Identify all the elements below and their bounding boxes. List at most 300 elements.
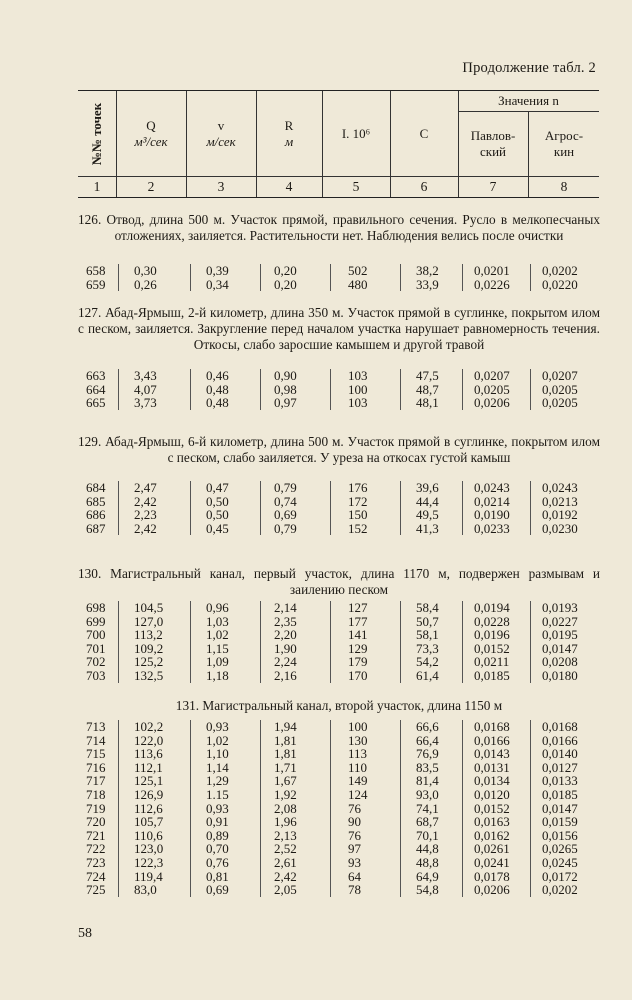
header-r-label: R [284,118,294,133]
table-cell: 112,6 [134,800,163,816]
table-row [78,802,600,816]
table-cell: 0,0227 [542,613,578,629]
table-cell: 703 [86,667,106,683]
table-cell: 110,6 [134,827,163,843]
table-cell: 127 [348,600,368,615]
section-129-caption: 129. Абад-Ярмыш, 6-й километр, длина 500 м. Участок прямой в суглинке, покрытом илом с песком, слабо заиляется. У уреза на откосах густой камыш [78,434,600,465]
table-cell: 0,0205 [542,395,578,411]
table-cell: 0,50 [206,493,229,509]
table-row [78,278,600,292]
header-n-pavlovsky [458,111,529,177]
column-separator [462,601,463,683]
table-cell: 1,90 [274,640,297,656]
table-cell: 2,14 [274,600,297,615]
table-cell: 0,0178 [474,868,510,884]
column-separator [260,481,261,535]
table-row [78,508,600,522]
table-cell: 73,3 [416,640,439,656]
table-cell: 0,48 [206,395,229,411]
table-cell: 176 [348,480,368,495]
table-cell: 0,0230 [542,520,578,536]
table-cell: 113,6 [134,746,163,762]
table-cell: 127,0 [134,613,164,629]
table-cell: 4,07 [134,381,157,397]
table-cell: 0,79 [274,480,297,495]
table-cell: 0,50 [206,507,229,523]
table-cell: 2,47 [134,480,157,495]
table-cell: 0,0166 [542,732,578,748]
section-131-caption: 131. Магистральный канал, второй участок, длина 1150 м [175,698,503,713]
header-q-label: Q [146,118,156,133]
table-cell: 0,0147 [542,800,578,816]
table-row [78,628,600,642]
column-separator [530,601,531,683]
table-cell: 0,34 [206,276,229,292]
table-cell: 1,67 [274,773,297,789]
table-cell: 0,81 [206,868,229,884]
table-cell: 0,93 [206,800,229,816]
column-separator [260,601,261,683]
header-num-5: 5 [322,176,390,197]
table-cell: 0,0185 [542,786,578,802]
column-separator [118,264,119,291]
table-cell: 112,1 [134,759,163,775]
table-cell: 0,0127 [542,759,578,775]
table-cell: 720 [86,814,106,830]
table-cell: 93,0 [416,786,439,802]
table-cell: 64 [348,868,361,884]
table-cell: 0,0168 [542,719,578,734]
table-cell: 702 [86,654,106,670]
table-cell: 0,69 [206,882,229,898]
table-cell: 0,98 [274,381,297,397]
table-cell: 0,0152 [474,640,510,656]
table-cell: 0,0147 [542,640,578,656]
table-row [78,642,600,656]
table-cell: 61,4 [416,667,439,683]
section-131-rows [78,720,600,897]
table-cell: 721 [86,827,106,843]
table-cell: 723 [86,854,106,870]
table-cell: 70,1 [416,827,439,843]
table-row [78,883,600,897]
table-row [78,815,600,829]
table-cell: 0,97 [274,395,297,411]
table-cell: 76 [348,800,361,816]
table-cell: 3,73 [134,395,157,411]
table-cell: 97 [348,841,361,857]
table-cell: 0,0208 [542,654,578,670]
table-cell: 0,0134 [474,773,510,789]
table-cell: 54,2 [416,654,439,670]
table-cell: 104,5 [134,600,164,615]
header-col-q [116,91,187,197]
table-cell: 1,29 [206,773,229,789]
table-cell: 102,2 [134,719,164,734]
table-cell: 0,0213 [542,493,578,509]
table-cell: 0,0206 [474,882,510,898]
table-cell: 663 [86,368,106,383]
table-cell: 717 [86,773,106,789]
table-cell: 0,0205 [474,381,510,397]
table-cell: 0,0143 [474,746,510,762]
table-row [78,481,600,495]
header-v-label: v [217,118,225,133]
table-cell: 48,1 [416,395,439,411]
table-cell: 0,0168 [474,719,510,734]
table-cell: 0,0120 [474,786,510,802]
table-cell: 41,3 [416,520,439,536]
table-cell: 0,46 [206,368,229,383]
table-cell: 0,0133 [542,773,578,789]
table-cell: 100 [348,719,368,734]
table-cell: 718 [86,786,106,802]
table-cell: 0,0163 [474,814,510,830]
table-cell: 2,61 [274,854,297,870]
header-num-6: 6 [390,176,458,197]
header-col-points [78,91,117,197]
table-cell: 0,89 [206,827,229,843]
table-row [78,601,600,615]
table-cell: 141 [348,627,368,643]
table-cell: 150 [348,507,368,523]
table-cell: 0,20 [274,276,297,292]
table-cell: 49,5 [416,507,439,523]
column-separator [462,264,463,291]
table-cell: 1,18 [206,667,229,683]
table-cell: 0,0207 [542,368,578,383]
table-cell: 83,0 [134,882,157,898]
column-separator [190,481,191,535]
table-cell: 0,48 [206,381,229,397]
table-cell: 3,43 [134,368,157,383]
section-130-caption: 130. Магистральный канал, первый участок, длина 1170 м, подвержен размывам и заилению песком [78,566,600,597]
table-cell: 2,35 [274,613,297,629]
column-separator [462,481,463,535]
table-cell: 0,79 [274,520,297,536]
table-row [78,829,600,843]
table-cell: 44,8 [416,841,439,857]
column-separator [118,720,119,897]
table-cell: 76,9 [416,746,439,762]
table-cell: 0,30 [134,263,157,278]
table-row [78,495,600,509]
table-cell: 724 [86,868,106,884]
table-cell: 0,0156 [542,827,578,843]
table-cell: 0,0140 [542,746,578,762]
table-cell: 2,42 [274,868,297,884]
table-cell: 83,5 [416,759,439,775]
table-cell: 125,1 [134,773,164,789]
column-separator [530,369,531,410]
header-n-agr-line1: Агрос- [544,128,584,143]
section-127-rows [78,369,600,410]
table-cell: 1,03 [206,613,229,629]
header-n-agroskin [529,111,599,177]
table-cell: 132,5 [134,667,164,683]
header-n-agr-line2: кин [553,144,575,159]
column-separator [260,720,261,897]
table-cell: 149 [348,773,368,789]
table-cell: 0,0194 [474,600,510,615]
table-cell: 0,0243 [542,480,578,495]
table-cell: 64,9 [416,868,439,884]
table-cell: 700 [86,627,106,643]
table-cell: 50,7 [416,613,439,629]
table-cell: 152 [348,520,368,536]
table-cell: 0,0192 [542,507,578,523]
table-cell: 2,20 [274,627,297,643]
table-cell: 74,1 [416,800,439,816]
table-cell: 0,0233 [474,520,510,536]
table-cell: 122,3 [134,854,164,870]
table-cell: 0,0166 [474,732,510,748]
header-num-2: 2 [116,176,186,197]
table-cell: 685 [86,493,106,509]
table-cell: 0,0131 [474,759,510,775]
table-cell: 502 [348,263,368,278]
table-cell: 699 [86,613,106,629]
table-cell: 1,71 [274,759,297,775]
header-r-unit: м [284,134,294,149]
header-col-c [390,91,459,197]
column-separator [190,601,191,683]
table-cell: 0,0243 [474,480,510,495]
table-cell: 0,45 [206,520,229,536]
table-cell: 0,0206 [474,395,510,411]
table-cell: 1.15 [206,786,229,802]
table-cell: 2,08 [274,800,297,816]
table-cell: 76 [348,827,361,843]
table-row [78,669,600,683]
header-i-label: I. 10⁶ [341,126,371,141]
column-separator [330,369,331,410]
table-cell: 0,0202 [542,263,578,278]
table-cell: 172 [348,493,368,509]
table-row [78,720,600,734]
table-row [78,856,600,870]
table-row [78,788,600,802]
table-cell: 0,0185 [474,667,510,683]
table-cell: 1,81 [274,746,297,762]
table-cell: 715 [86,746,106,762]
table-cell: 719 [86,800,106,816]
header-col-i [322,91,391,197]
table-row [78,264,600,278]
header-v-unit: м/сек [206,134,236,149]
table-cell: 2,13 [274,827,297,843]
section-130-rows [78,601,600,683]
table-cell: 701 [86,640,106,656]
header-c-label: C [419,126,429,141]
table-cell: 48,7 [416,381,439,397]
table-cell: 665 [86,395,106,411]
table-cell: 66,4 [416,732,439,748]
table-cell: 119,4 [134,868,163,884]
table-cell: 1,15 [206,640,229,656]
table-cell: 659 [86,276,106,292]
table-cell: 38,2 [416,263,439,278]
table-cell: 0,69 [274,507,297,523]
table-cell: 58,4 [416,600,439,615]
table-row [78,522,600,536]
table-cell: 0,0162 [474,827,510,843]
column-separator [330,720,331,897]
table-cell: 658 [86,263,106,278]
table-cell: 58,1 [416,627,439,643]
table-cell: 1,94 [274,719,297,734]
table-row [78,761,600,775]
page-number: 58 [78,926,92,941]
table-cell: 0,0226 [474,276,510,292]
table-cell: 105,7 [134,814,164,830]
column-separator [260,264,261,291]
table-cell: 54,8 [416,882,439,898]
table-cell: 100 [348,381,368,397]
table-cell: 0,0202 [542,882,578,898]
table-cell: 0,0190 [474,507,510,523]
table-cell: 0,0265 [542,841,578,857]
table-cell: 1,09 [206,654,229,670]
column-separator [400,369,401,410]
table-cell: 0,0228 [474,613,510,629]
table-cell: 0,0205 [542,381,578,397]
column-separator [118,601,119,683]
table-cell: 81,4 [416,773,439,789]
table-cell: 93 [348,854,361,870]
table-cell: 0,0211 [474,654,510,670]
header-n-pav-line2: ский [480,144,506,159]
header-q-unit: м³/сек [134,134,168,149]
table-cell: 0,90 [274,368,297,383]
column-separator [400,264,401,291]
table-cell: 0,0152 [474,800,510,816]
table-cell: 113 [348,746,368,762]
table-cell: 126,9 [134,786,164,802]
table-cell: 0,0207 [474,368,510,383]
table-cell: 2,42 [134,520,157,536]
table-cell: 124 [348,786,368,802]
table-cell: 0,39 [206,263,229,278]
table-cell: 0,0201 [474,263,510,278]
table-row [78,870,600,884]
header-col-n-group [458,91,599,197]
table-cell: 125,2 [134,654,164,670]
table-cell: 129 [348,640,368,656]
table-cell: 0,0172 [542,868,578,884]
table-cell: 713 [86,719,106,734]
table-row [78,369,600,383]
table-cell: 110 [348,759,368,775]
header-num-3: 3 [186,176,256,197]
table-cell: 0,93 [206,719,229,734]
column-separator [400,601,401,683]
table-cell: 78 [348,882,361,898]
table-cell: 39,6 [416,480,439,495]
column-separator [190,720,191,897]
table-cell: 0,0245 [542,854,578,870]
table-cell: 2,24 [274,654,297,670]
table-cell: 0,0241 [474,854,510,870]
column-separator [400,720,401,897]
table-cell: 68,7 [416,814,439,830]
table-cell: 686 [86,507,106,523]
table-cell: 179 [348,654,368,670]
table-cell: 0,74 [274,493,297,509]
table-cell: 687 [86,520,106,536]
header-n-group-label: Значения n [458,91,599,112]
table-cell: 2,05 [274,882,297,898]
table-row [78,396,600,410]
column-separator [118,481,119,535]
table-cell: 714 [86,732,106,748]
header-num-7: 7 [458,176,529,197]
column-separator [330,601,331,683]
column-separator [400,481,401,535]
table-cell: 2,52 [274,841,297,857]
table-header [78,90,599,198]
section-126-caption: 126. Отвод, длина 500 м. Участок прямой, правильного сечения. Русло в мелкопесчаных отложениях, заиляется. Растительности нет. Наблюдения велись после очистки [78,212,600,243]
table-cell: 1,81 [274,732,297,748]
table-cell: 0,0214 [474,493,510,509]
header-n-pav-line1: Павлов- [470,128,516,143]
table-cell: 698 [86,600,106,615]
table-cell: 0,0193 [542,600,578,615]
table-cell: 0,0196 [474,627,510,643]
column-separator [330,264,331,291]
header-num-4: 4 [256,176,322,197]
table-cell: 0,20 [274,263,297,278]
table-cell: 177 [348,613,368,629]
column-separator [530,720,531,897]
table-cell: 113,2 [134,627,163,643]
table-cell: 66,6 [416,719,439,734]
table-cell: 0,26 [134,276,157,292]
table-cell: 2,16 [274,667,297,683]
column-separator [190,369,191,410]
column-separator [330,481,331,535]
table-cell: 109,2 [134,640,164,656]
table-cell: 170 [348,667,368,683]
table-cell: 130 [348,732,368,748]
column-separator [530,264,531,291]
table-cell: 90 [348,814,361,830]
table-cell: 1,10 [206,746,229,762]
table-cell: 44,4 [416,493,439,509]
table-row [78,734,600,748]
table-cell: 1,14 [206,759,229,775]
table-cell: 0,76 [206,854,229,870]
column-separator [462,720,463,897]
table-cell: 684 [86,480,106,495]
table-cell: 1,02 [206,627,229,643]
table-cell: 103 [348,368,368,383]
column-separator [118,369,119,410]
table-continued-label: Продолжение табл. 2 [462,60,596,76]
header-num-8: 8 [529,176,599,197]
table-cell: 722 [86,841,106,857]
column-separator [462,369,463,410]
section-129-rows [78,481,600,535]
table-cell: 480 [348,276,368,292]
column-separator [190,264,191,291]
table-cell: 0,96 [206,600,229,615]
table-cell: 47,5 [416,368,439,383]
table-cell: 1,92 [274,786,297,802]
column-separator [260,369,261,410]
table-cell: 0,70 [206,841,229,857]
table-cell: 103 [348,395,368,411]
